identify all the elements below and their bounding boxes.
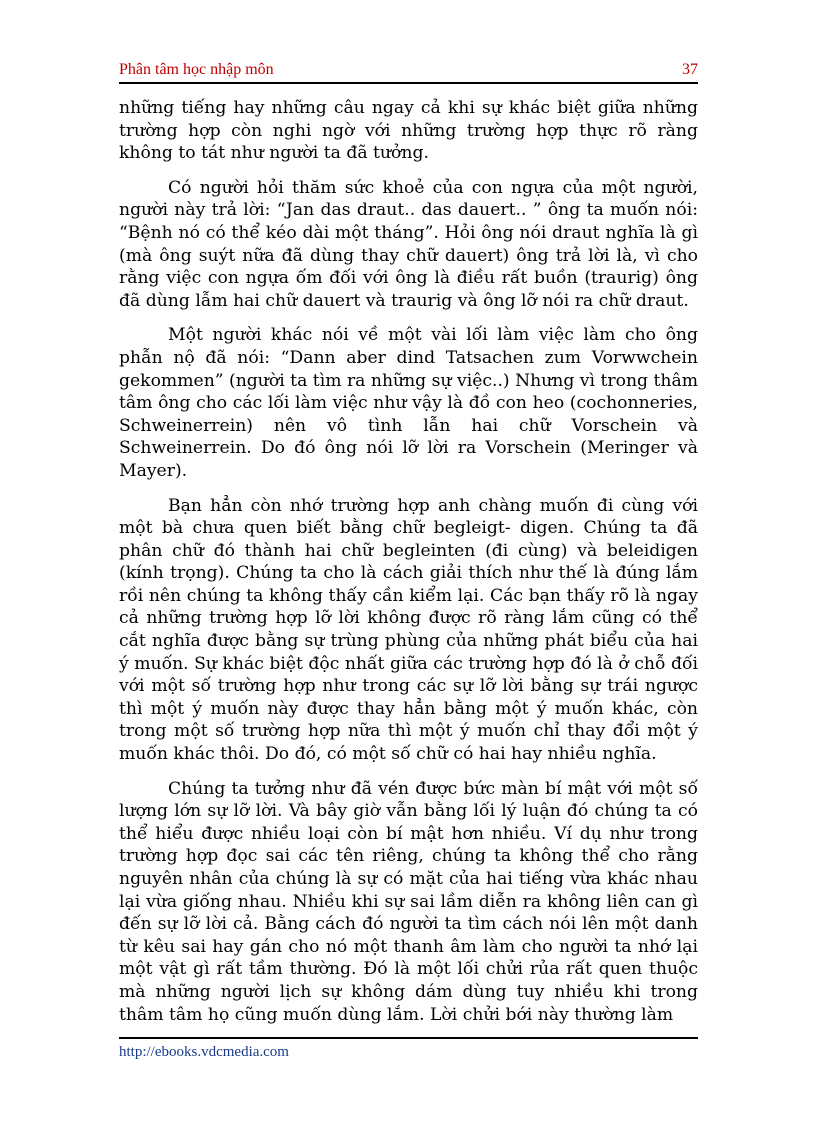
paragraph-3: Một người khác nói về một vài lối làm việc làm cho ông phẫn nộ đã nói: “Dann aber dind Tatsachen zum Vorwwchein gekommen” (người ta tìm ra những sự việc..) Nhưng vì trong thâm tâm ông cho các lối làm việc như vậy là đồ con heo (cochonneries, Schweinerrein) nên vô tình lẫn hai chữ Vorschein và Schweinerrein. Do đó ông nói lỡ lời ra Vorschein (Meringer và Mayer). [119, 325, 698, 481]
page-number: 37 [682, 61, 698, 78]
paragraph-5: Chúng ta tưởng như đã vén được bức màn bí mật với một số lượng lớn sự lỡ lời. Và bây giờ vẫn bằng lối lý luận đó chúng ta có thể hiểu được nhiều loại còn bí mật hơn nhiều. Ví dụ như trong trường hợp đọc sai các tên riêng, chúng ta không thể cho rằng nguyên nhân của chúng là sự có mặt của hai tiếng vừa khác nhau lại vừa giống nhau. Nhiều khi sự sai lầm diễn ra không liên can gì đến sự lỡ lời cả. Bằng cách đó người ta tìm cách nói lên một danh từ kêu sai hay gán cho nó một thanh âm làm cho người ta nhớ lại một vật gì rất tầm thường. Đó là một lối chửi rủa rất quen thuộc mà những người lịch sự không dám dùng tuy nhiều khi trong thâm tâm họ cũng muốn dùng lắm. Lời chửi bới này thường làm [119, 778, 698, 1025]
paragraph-1: những tiếng hay những câu ngay cả khi sự khác biệt giữa những trường hợp còn nghi ngờ với những trường hợp thực rõ ràng không to tát như người ta đã tưởng. [119, 98, 698, 164]
page-footer [119, 1037, 698, 1061]
paragraph-2: Có người hỏi thăm sức khoẻ của con ngựa của một người, người này trả lời: “Jan das draut.. das dauert.. ” ông ta muốn nói: “Bệnh nó có thể kéo dài một tháng”. Hỏi ông nói draut nghĩa là gì (mà ông suýt nữa đã dùng thay chữ dauert) ông trả lời là, vì cho rằng việc con ngựa ốm đối với ông là điều rất buồn (traurig) ông đã dùng lẫm hai chữ dauert và traurig và ông lỡ nói ra chữ draut. [119, 177, 698, 311]
page-body [119, 97, 698, 1038]
book-title: Phân tâm học nhập môn [119, 61, 274, 78]
page-header [119, 58, 698, 84]
footer-url-link[interactable]: http://ebooks.vdcmedia.com [119, 1044, 289, 1060]
paragraph-4: Bạn hẳn còn nhớ trường hợp anh chàng muốn đi cùng với một bà chưa quen biết bằng chữ begleigt- digen. Chúng ta đã phân chữ đó thành hai chữ begleinten (đi cùng) và beleidigen (kính trọng). Chúng ta cho là cách giải thích như thế là đúng lắm rồi nên chúng ta không thấy cần kiểm lại. Các bạn thấy rõ là ngay cả những trường hợp lỡ lời không được rõ ràng lắm cũng có thể cắt nghĩa được bằng sự trùng phùng của những phát biểu của hai ý muốn. Sự khác biệt độc nhất giữa các trường hợp đó là ở chỗ đối với một số trường hợp như trong các sự lỡ lời bằng sự trái ngược thì một ý muốn này được thay hẳn bằng một ý muốn khác, còn trong một số trường hợp nữa thì một ý muốn chỉ thay đổi một ý muốn khác thôi. Do đó, có một số chữ có hai hay nhiều nghĩa. [119, 495, 698, 765]
